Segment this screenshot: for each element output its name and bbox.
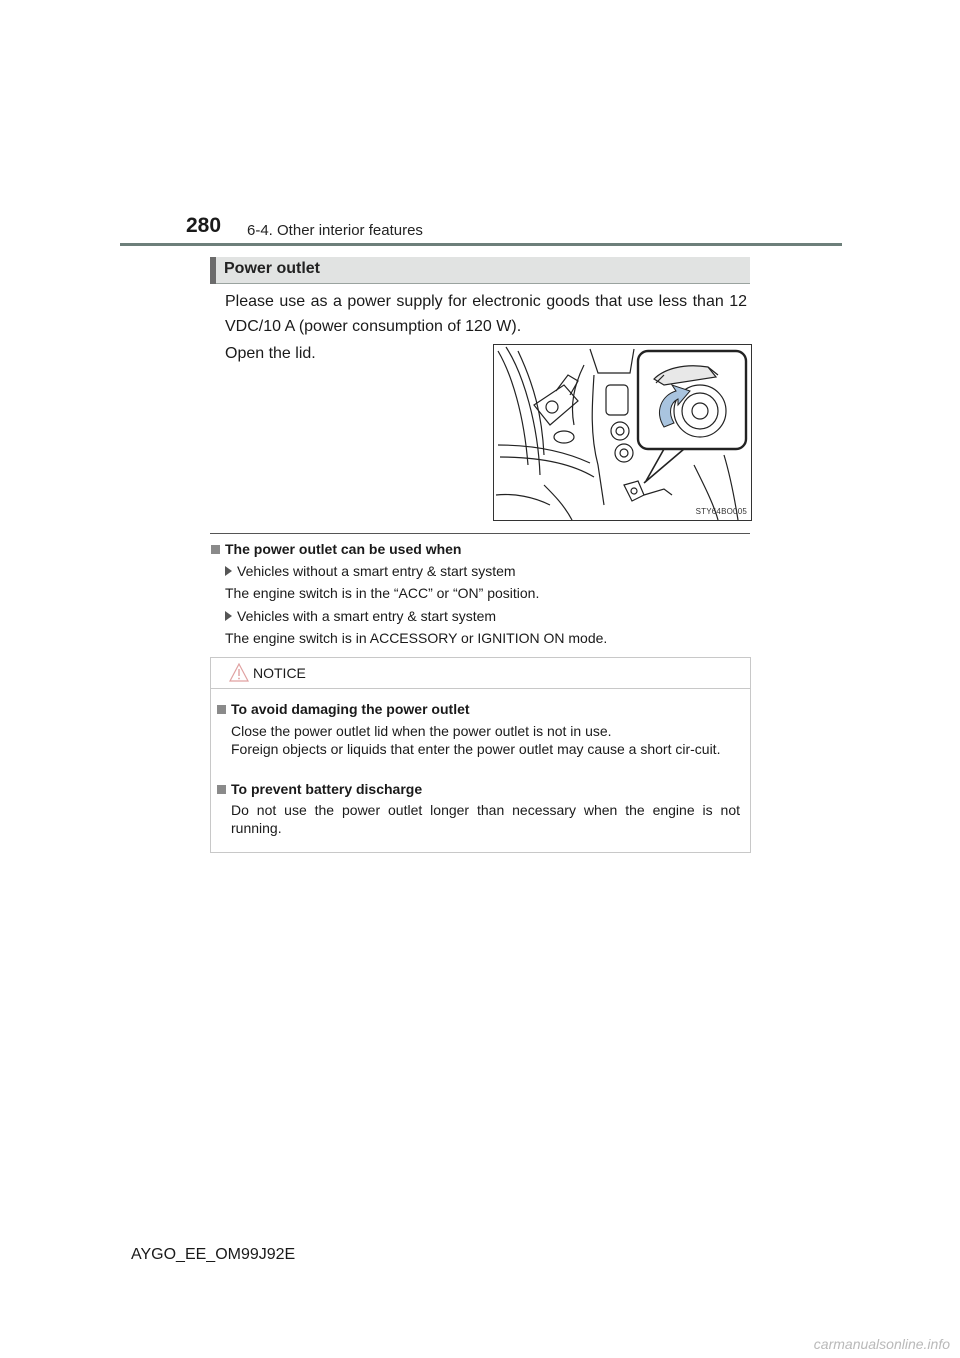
info-title-text: The power outlet can be used when (225, 541, 462, 557)
condition-label-text: Vehicles without a smart entry & start system (237, 563, 516, 579)
step-text: Open the lid. (225, 345, 316, 362)
notice-header (211, 658, 750, 689)
condition-text: The engine switch is in ACCESSORY or IGNITION ON mode. (225, 630, 608, 646)
notice-item-title-text: To avoid damaging the power outlet (231, 701, 470, 717)
section-rule (210, 533, 750, 534)
square-bullet-icon (211, 545, 220, 554)
warning-triangle-icon (229, 663, 249, 682)
power-outlet-illustration (493, 344, 752, 521)
notice-item-title (217, 701, 470, 717)
notice-label: NOTICE (253, 665, 306, 681)
condition-text: The engine switch is in the “ACC” or “ON” position. (225, 585, 540, 601)
heading-title: Power outlet (224, 260, 321, 277)
square-bullet-icon (217, 785, 226, 794)
notice-item-body: Do not use the power outlet longer than necessary when the engine is not running. (231, 802, 740, 836)
condition-label (225, 563, 516, 579)
triangle-bullet-icon (225, 611, 232, 621)
notice-item-body: Close the power outlet lid when the power outlet is not in use. Foreign objects or liquids that enter the power outlet may cause a short cir-cuit. (231, 723, 721, 757)
notice-item-title-text: To prevent battery discharge (231, 781, 423, 797)
triangle-bullet-icon (225, 566, 232, 576)
info-title (211, 541, 461, 557)
section-title: 6-4. Other interior features (247, 222, 423, 239)
heading-accent (210, 257, 216, 284)
footer-code: AYGO_EE_OM99J92E (131, 1246, 296, 1263)
square-bullet-icon (217, 705, 226, 714)
intro-text: Please use as a power supply for electronic goods that use less than 12 VDC/10 A (power consumption of 120 W). (225, 293, 747, 335)
condition-label-text: Vehicles with a smart entry & start system (237, 608, 497, 624)
header-rule (120, 243, 842, 246)
dashboard-drawing (494, 345, 751, 520)
figure-code: STY64BO005 (695, 507, 747, 516)
watermark: carmanualsonline.info (813, 1336, 950, 1352)
condition-label (225, 608, 496, 624)
notice-box (210, 657, 751, 853)
notice-item-title (217, 781, 422, 797)
heading-bar (210, 257, 750, 284)
page-number: 280 (186, 214, 222, 237)
